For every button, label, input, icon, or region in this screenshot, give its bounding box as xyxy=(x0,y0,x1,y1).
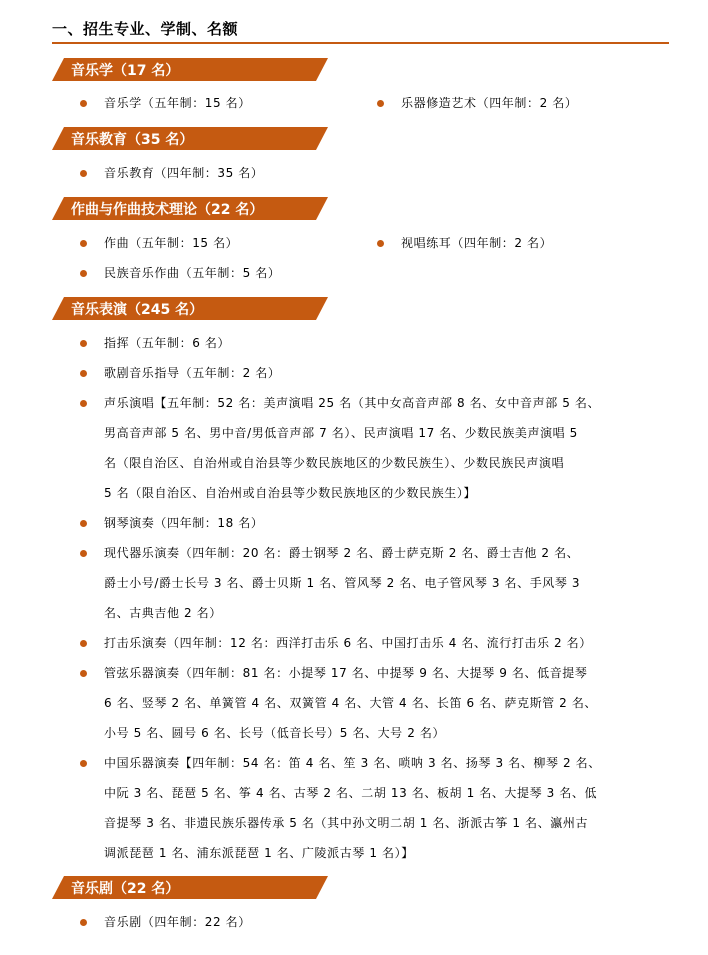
section-title: 音乐教育（35 名） xyxy=(71,132,194,148)
section-title: 作曲与作曲技术理论（22 名） xyxy=(71,202,264,218)
list-item-line: 调派琵琶 1 名、浦东派琵琶 1 名、广陵派古琴 1 名）】 xyxy=(104,846,414,860)
section-title: 音乐表演（245 名） xyxy=(71,302,204,318)
section-title: 音乐剧（22 名） xyxy=(71,881,180,897)
bullet-icon xyxy=(80,550,87,557)
list-item-line: 中阮 3 名、琵琶 5 名、筝 4 名、古琴 2 名、二胡 13 名、板胡 1 名、大提琴 3 名、低 xyxy=(104,786,598,800)
list-item: 乐器修造艺术（四年制：2 名） xyxy=(401,96,578,110)
list-item: 打击乐演奏（四年制：12 名：西洋打击乐 6 名、中国打击乐 4 名、流行打击乐 2 名） xyxy=(104,636,592,650)
list-item: 歌剧音乐指导（五年制：2 名） xyxy=(104,366,281,380)
list-item: 音乐剧（四年制：22 名） xyxy=(104,915,251,929)
list-item-line: 男高音声部 5 名、男中音/男低音声部 7 名）、民声演唱 17 名、少数民族美声演唱 5 xyxy=(104,426,578,440)
bullet-icon xyxy=(80,400,87,407)
bullet-icon xyxy=(80,370,87,377)
bullet-icon xyxy=(80,170,87,177)
list-item-line: 6 名、竖琴 2 名、单簧管 4 名、双簧管 4 名、大管 4 名、长笛 6 名、萨克斯管 2 名、 xyxy=(104,696,598,710)
list-item-line: 5 名（限自治区、自治州或自治县等少数民族地区的少数民族生）】 xyxy=(104,486,477,500)
list-item-line: 现代器乐演奏（四年制：20 名：爵士钢琴 2 名、爵士萨克斯 2 名、爵士吉他 2 名、 xyxy=(104,546,580,560)
list-item-line: 小号 5 名、圆号 6 名、长号（低音长号）5 名、大号 2 名） xyxy=(104,726,446,740)
list-item-line: 声乐演唱【五年制：52 名：美声演唱 25 名（其中女高音声部 8 名、女中音声部 5 名、 xyxy=(104,396,601,410)
bullet-icon xyxy=(80,340,87,347)
bullet-icon xyxy=(80,270,87,277)
list-item: 民族音乐作曲（五年制：5 名） xyxy=(104,266,281,280)
bullet-icon xyxy=(80,919,87,926)
bullet-icon xyxy=(80,670,87,677)
list-item-line: 名（限自治区、自治州或自治县等少数民族地区的少数民族生）、少数民族民声演唱 xyxy=(104,456,565,470)
section-banner-performance xyxy=(52,297,328,320)
list-item-line: 爵士小号/爵士长号 3 名、爵士贝斯 1 名、管风琴 2 名、电子管风琴 3 名、手风琴 3 xyxy=(104,576,581,590)
list-item: 音乐学（五年制：15 名） xyxy=(104,96,251,110)
list-item-line: 中国乐器演奏【四年制：54 名：笛 4 名、笙 3 名、唢呐 3 名、扬琴 3 名、柳琴 2 名、 xyxy=(104,756,601,770)
bullet-icon xyxy=(377,240,384,247)
bullet-icon xyxy=(80,760,87,767)
bullet-icon xyxy=(80,100,87,107)
bullet-icon xyxy=(80,520,87,527)
page-title: 一、招生专业、学制、名额 xyxy=(52,20,239,38)
bullet-icon xyxy=(80,640,87,647)
section-banner-music-studies xyxy=(52,58,328,81)
list-item: 作曲（五年制：15 名） xyxy=(104,236,239,250)
bullet-icon xyxy=(377,100,384,107)
list-item: 音乐教育（四年制：35 名） xyxy=(104,166,264,180)
title-underline xyxy=(52,42,669,44)
list-item-line: 音提琴 3 名、非遗民族乐器传承 5 名（其中孙文明二胡 1 名、浙派古筝 1 名、瀛州古 xyxy=(104,816,589,830)
section-title: 音乐学（17 名） xyxy=(71,63,180,79)
list-item: 钢琴演奏（四年制：18 名） xyxy=(104,516,264,530)
section-banner-composition xyxy=(52,197,328,220)
list-item-line: 名、古典吉他 2 名） xyxy=(104,606,222,620)
section-banner-musical-theatre xyxy=(52,876,328,899)
list-item-line: 管弦乐器演奏（四年制：81 名：小提琴 17 名、中提琴 9 名、大提琴 9 名、低音提琴 xyxy=(104,666,588,680)
list-item: 视唱练耳（四年制：2 名） xyxy=(401,236,553,250)
section-banner-music-education xyxy=(52,127,328,150)
bullet-icon xyxy=(80,240,87,247)
list-item: 指挥（五年制：6 名） xyxy=(104,336,231,350)
